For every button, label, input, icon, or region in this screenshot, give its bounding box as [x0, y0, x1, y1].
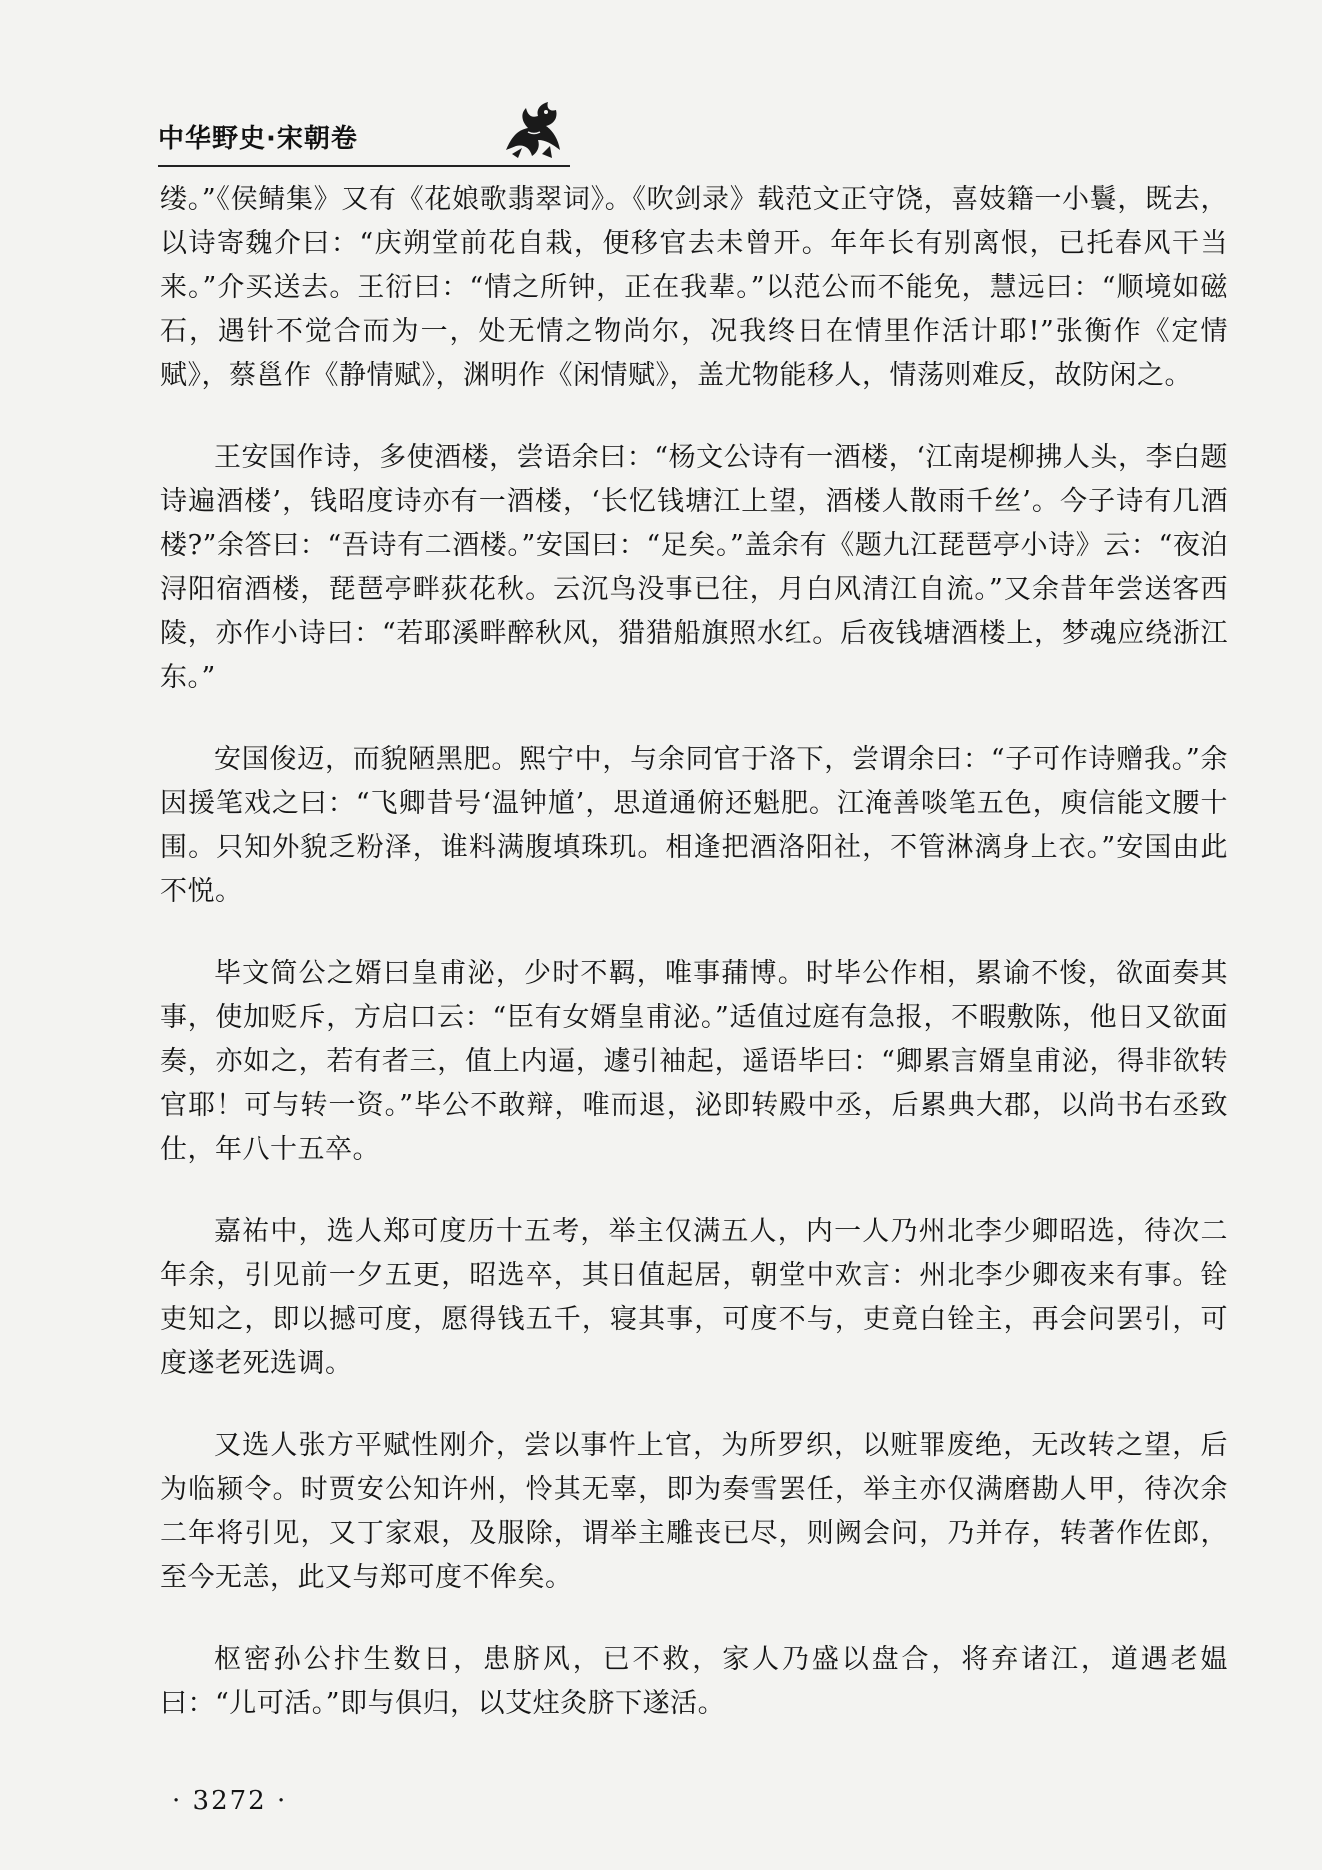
page-body — [160, 178, 1228, 1726]
paragraph-anguo-appearance: 安国俊迈，而貌陋黑肥。熙宁中，与余同官于洛下，尝谓余曰：“子可作诗赠我。”余因援笔戏之曰：“飞卿昔号‘温钟馗’，思道通俯还魁肥。江淹善啖笔五色，庾信能文腰十围。只知外貌乏粉泽，谁料满腹填珠玑。相逢把酒洛阳社，不管淋漓身上衣。”安国由此不悦。 — [160, 744, 1228, 907]
paragraph-huangfu-mi: 毕文简公之婿曰皇甫泌，少时不羁，唯事蒱博。时毕公作相，累谕不悛，欲面奏其事，使加贬斥，方启口云：“臣有女婿皇甫泌。”适值过庭有急报，不暇敷陈，他日又欲面奏，亦如之，若有者三，值上内逼，遽引袖起，遥语毕曰：“卿累言婿皇甫泌，得非欲转官耶！可与转一资。”毕公不敢辩，唯而退，泌即转殿中丞，后累典大郡，以尚书右丞致仕，年八十五卒。 — [160, 958, 1228, 1165]
paragraph-continued: 缕。”《侯鲭集》又有《花娘歌翡翠词》。《吹剑录》载范文正守饶，喜妓籍一小鬟，既去，以诗寄魏介曰：“庆朔堂前花自栽，便移官去未曾开。年年长有别离恨，已托春风干当来。”介买送去。王衍曰：“情之所钟，正在我辈。”以范公而不能免，慧远曰：“顺境如磁石，遇针不觉合而为一，处无情之物尚尔，况我终日在情里作活计耶!”张衡作《定情赋》，蔡邕作《静情赋》，渊明作《闲情赋》，盖尤物能移人，情荡则难反，故防闲之。 — [160, 184, 1228, 391]
page-number: · 3272 · — [172, 1786, 288, 1816]
paragraph-zhang-fangping: 又选人张方平赋性刚介，尝以事忤上官，为所罗织，以赃罪废绝，无改转之望，后为临颍令。时贾安公知许州，怜其无辜，即为奏雪罢任，举主亦仅满磨勘人甲，待次余二年将引见，又丁家艰，及服除，谓举主雕丧已尽，则阙会问，乃并存，转著作佐郎，至今无恙，此又与郑可度不侔矣。 — [160, 1430, 1228, 1593]
running-header — [158, 96, 570, 170]
paragraph-zheng-kedu: 嘉祐中，选人郑可度历十五考，举主仅满五人，内一人乃州北李少卿昭选，待次二年余，引见前一夕五更，昭选卒，其日值起居，朝堂中欢言：州北李少卿夜来有事。铨吏知之，即以撼可度，愿得钱五千，寝其事，可度不与，吏竟白铨主，再会问罢引，可度遂老死选调。 — [160, 1216, 1228, 1379]
dragon-emblem-icon — [498, 96, 568, 160]
book-title: 中华野史·宋朝卷 — [158, 124, 358, 154]
header-rule — [158, 165, 570, 167]
paragraph-sun-bian: 枢密孙公抃生数日，患脐风，已不救，家人乃盛以盘合，将弃诸江，道遇老媪曰：“儿可活。”即与俱归，以艾炷灸脐下遂活。 — [160, 1644, 1228, 1719]
paragraph-wang-anguo-poetry: 王安国作诗，多使酒楼，尝语余曰：“杨文公诗有一酒楼，‘江南堤柳拂人头，李白题诗遍酒楼’，钱昭度诗亦有一酒楼，‘长忆钱塘江上望，酒楼人散雨千丝’。今子诗有几酒楼?”余答曰：“吾诗有二酒楼。”安国曰：“足矣。”盖余有《题九江琵琶亭小诗》云：“夜泊浔阳宿酒楼，琵琶亭畔荻花秋。云沉鸟没事已往，月白风清江自流。”又余昔年尝送客西陵，亦作小诗曰：“若耶溪畔醉秋风，猎猎船旗照水红。后夜钱塘酒楼上，梦魂应绕浙江东。” — [160, 442, 1228, 693]
